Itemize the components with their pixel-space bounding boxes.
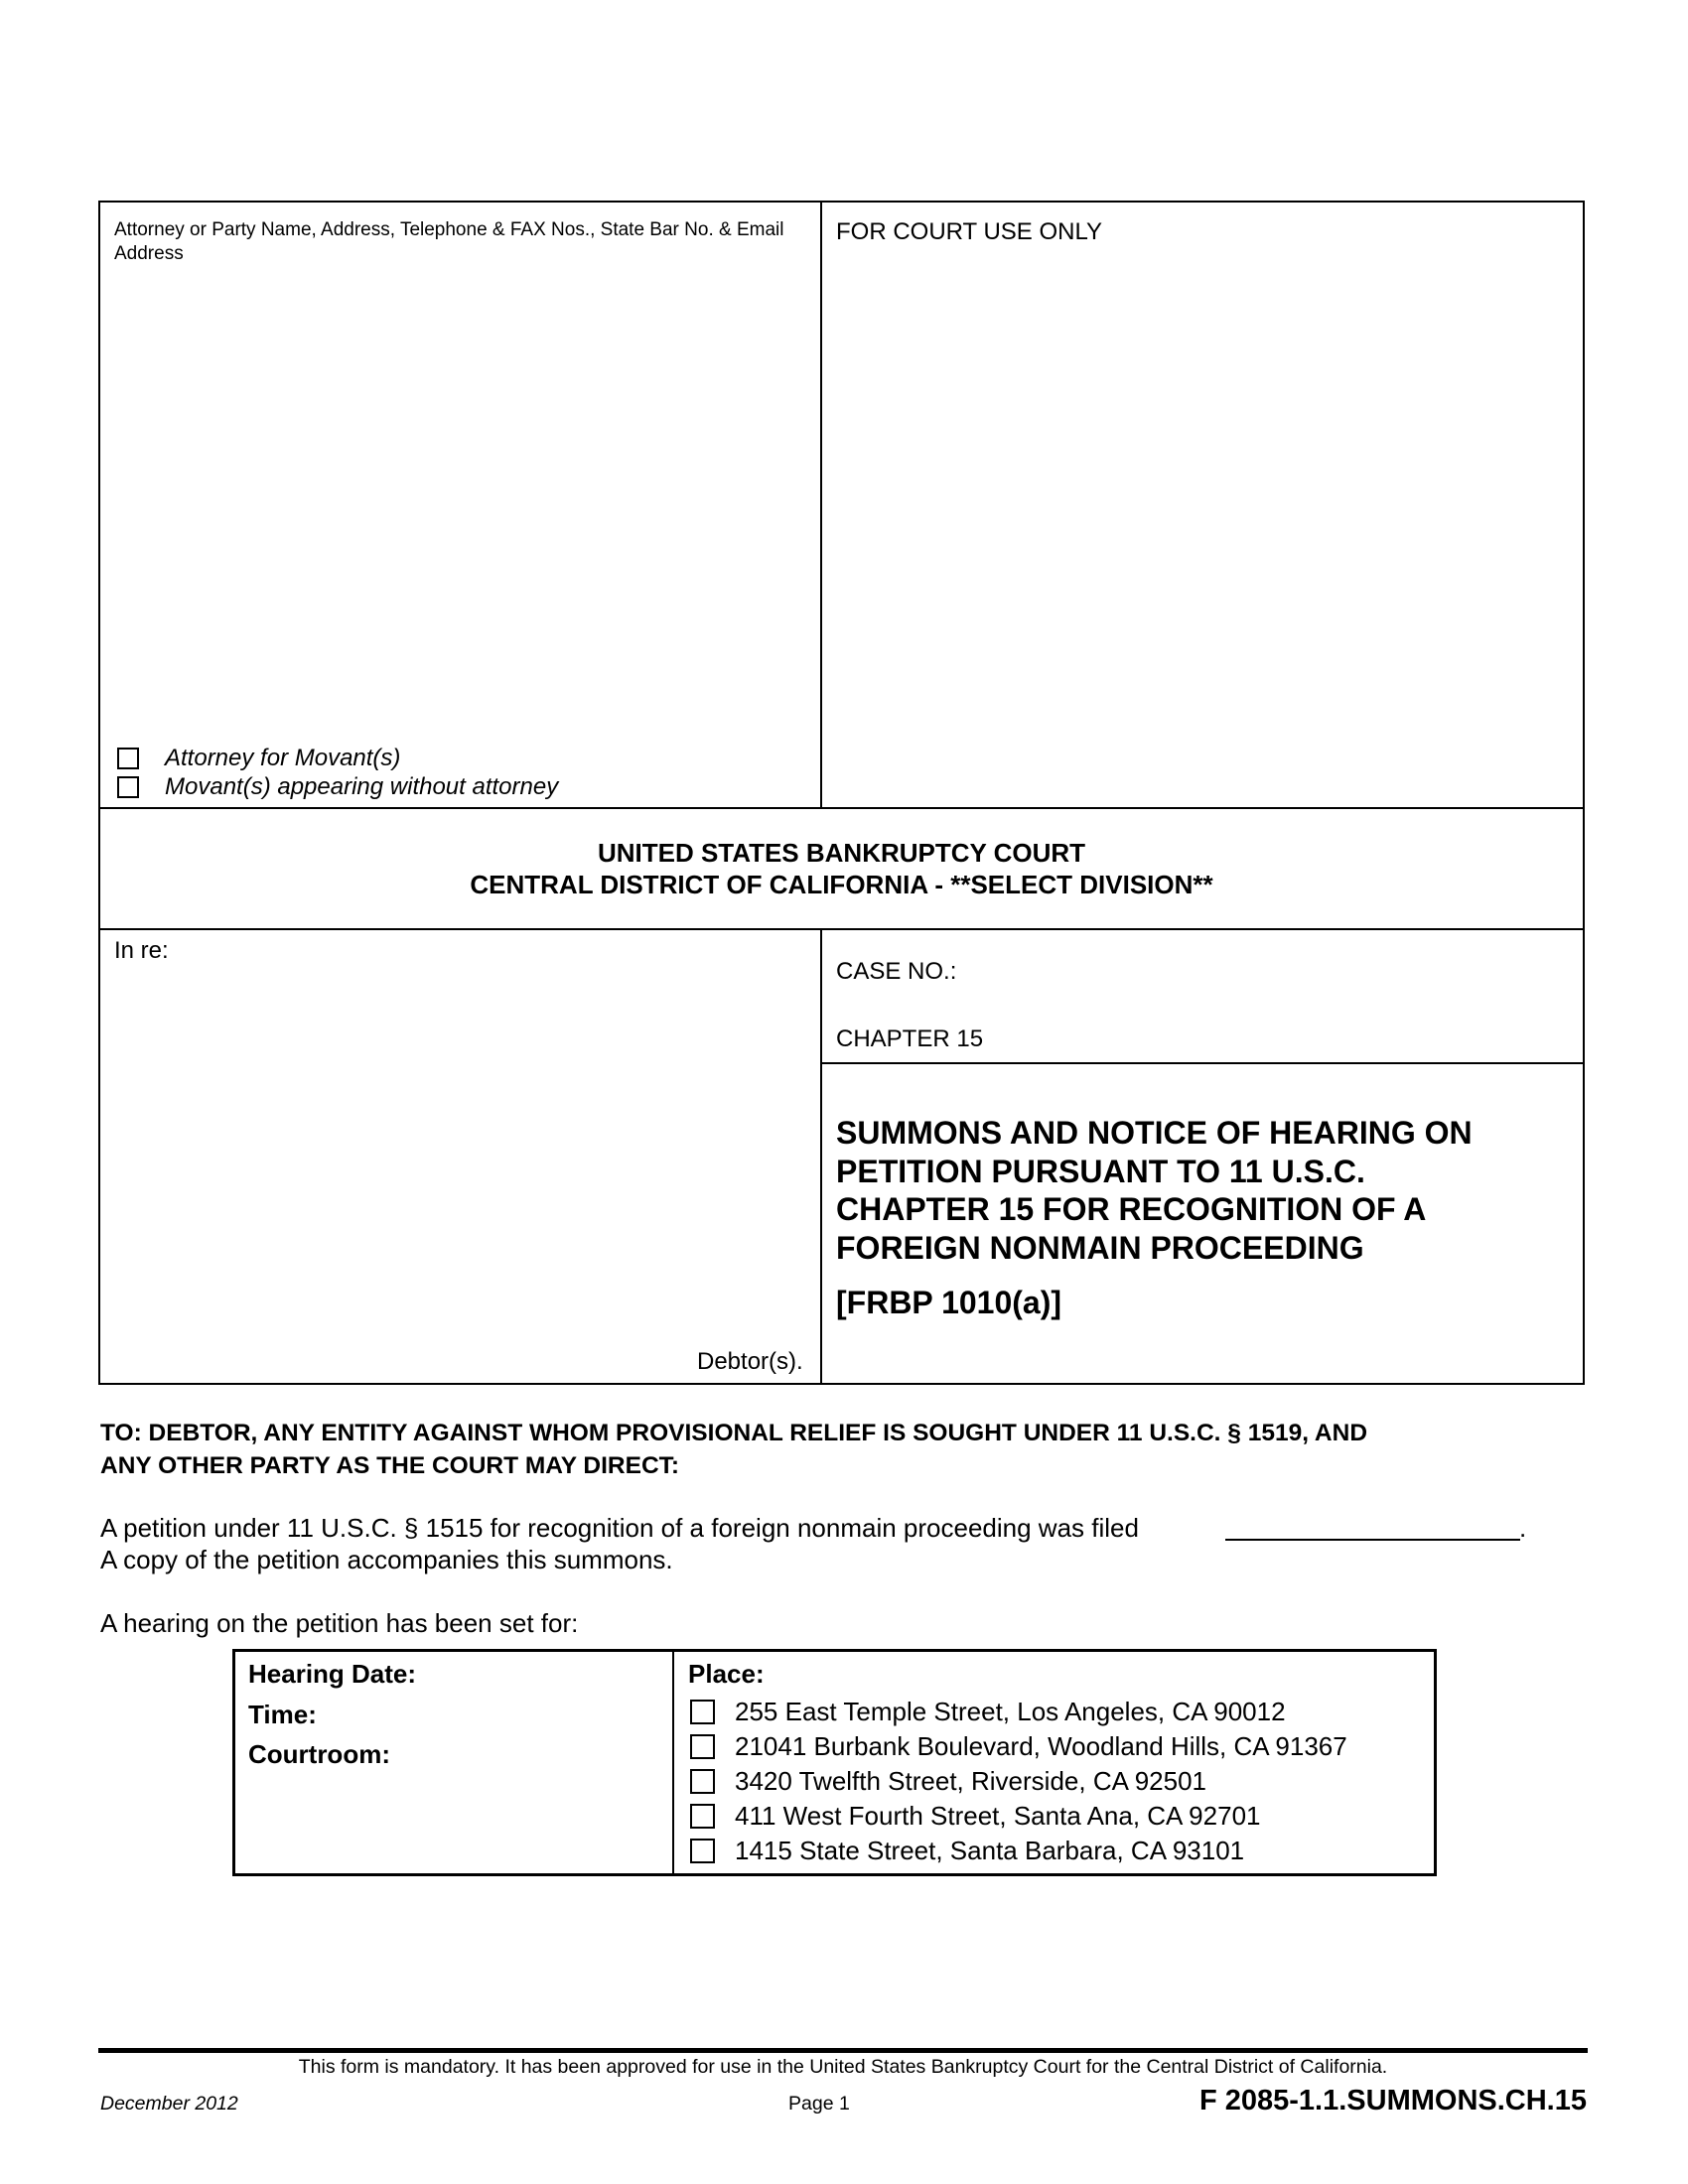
place-santa-barbara-label: 1415 State Street, Santa Barbara, CA 93101: [735, 1836, 1245, 1865]
petition-period: .: [1519, 1513, 1527, 1543]
court-name-line2: CENTRAL DISTRICT OF CALIFORNIA - **SELECT DIVISION**: [470, 870, 1213, 899]
to-line1: TO: DEBTOR, ANY ENTITY AGAINST WHOM PROVISIONAL RELIEF IS SOUGHT UNDER 11 U.S.C. § 1519, AND: [100, 1420, 1368, 1446]
form-title-line3: CHAPTER 15 FOR RECOGNITION OF A: [836, 1191, 1427, 1227]
filed-date-field[interactable]: [1225, 1539, 1520, 1541]
case-number-label: CASE NO.:: [836, 958, 957, 985]
place-riverside-checkbox[interactable]: [690, 1769, 715, 1794]
attorney-for-movant-label: Attorney for Movant(s): [165, 745, 401, 771]
form-title: [836, 1114, 1473, 1267]
hearing-intro: A hearing on the petition has been set for:: [100, 1608, 579, 1638]
place-los-angeles-checkbox[interactable]: [690, 1700, 715, 1724]
place-santa-ana-label: 411 West Fourth Street, Santa Ana, CA 92701: [735, 1801, 1261, 1831]
courtroom-label: Courtroom:: [248, 1739, 390, 1769]
form-title-line4: FOREIGN NONMAIN PROCEEDING: [836, 1229, 1364, 1266]
footer-rule: [98, 2048, 1588, 2053]
place-los-angeles-label: 255 East Temple Street, Los Angeles, CA 90012: [735, 1697, 1286, 1726]
place-label: Place:: [688, 1659, 765, 1689]
to-line2: ANY OTHER PARTY AS THE COURT MAY DIRECT:: [100, 1452, 680, 1479]
movant-without-attorney-checkbox[interactable]: [117, 776, 139, 798]
time-label: Time:: [248, 1700, 317, 1729]
place-santa-ana-checkbox[interactable]: [690, 1804, 715, 1829]
caption-rule-1: [98, 807, 1585, 809]
court-name-line1: UNITED STATES BANKRUPTCY COURT: [597, 838, 1086, 868]
caption-rule-2: [98, 928, 1585, 930]
place-santa-barbara-checkbox[interactable]: [690, 1839, 715, 1863]
caption-divider-bottom: [820, 928, 822, 1385]
debtors-label: Debtor(s).: [697, 1348, 803, 1375]
footer-date: December 2012: [100, 2093, 238, 2115]
place-riverside-label: 3420 Twelfth Street, Riverside, CA 92501: [735, 1766, 1207, 1796]
petition-line1: [100, 1513, 1139, 1544]
form-title-line1: SUMMONS AND NOTICE OF HEARING ON: [836, 1115, 1473, 1151]
place-woodland-hills-checkbox[interactable]: [690, 1734, 715, 1759]
court-name: [98, 837, 1585, 900]
movant-without-attorney-label: Movant(s) appearing without attorney: [165, 773, 559, 800]
petition-text: A petition under 11 U.S.C. § 1515 for recognition of a foreign nonmain proceeding was filed: [100, 1513, 1139, 1543]
footer-page: Page 1: [788, 2093, 850, 2115]
in-re-label: In re:: [114, 937, 169, 964]
footer-notice: This form is mandatory. It has been approved for use in the United States Bankruptcy Court for the Central District of California.: [298, 2056, 1388, 2078]
chapter-label: CHAPTER 15: [836, 1025, 984, 1052]
form-title-line2: PETITION PURSUANT TO 11 U.S.C.: [836, 1153, 1365, 1189]
petition-line2: A copy of the petition accompanies this summons.: [100, 1545, 673, 1574]
footer-form-id: F 2085-1.1.SUMMONS.CH.15: [1198, 2085, 1587, 2116]
hearing-date-label: Hearing Date:: [248, 1659, 417, 1689]
rule-citation: [FRBP 1010(a)]: [836, 1285, 1062, 1320]
place-woodland-hills-label: 21041 Burbank Boulevard, Woodland Hills, CA 91367: [735, 1731, 1347, 1761]
attorney-label: Attorney or Party Name, Address, Telephone & FAX Nos., State Bar No. & Email Address: [114, 219, 784, 264]
caption-rule-3: [820, 1062, 1585, 1064]
attorney-for-movant-checkbox[interactable]: [117, 748, 139, 769]
hearing-box-divider: [672, 1649, 674, 1876]
caption-divider-top: [820, 201, 822, 809]
to-recipients: [100, 1417, 1367, 1482]
court-use-label: FOR COURT USE ONLY: [836, 218, 1103, 245]
